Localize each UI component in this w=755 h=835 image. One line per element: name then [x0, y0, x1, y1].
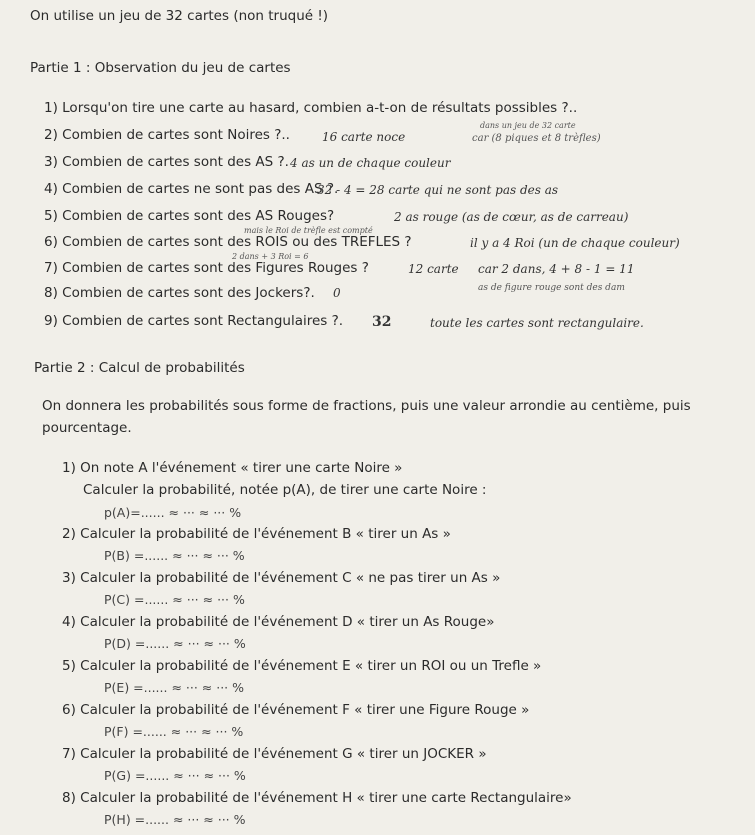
question-3: 3) Combien de cartes sont des AS ?. — [44, 154, 289, 170]
prob-item-7-formula: P(G) =...... ≈ ··· ≈ ··· % — [104, 768, 246, 783]
part1-title: Partie 1 : Observation du jeu de cartes — [30, 60, 291, 76]
prob-item-4-formula: P(D) =...... ≈ ··· ≈ ··· % — [104, 636, 246, 651]
question-5: 5) Combien de cartes sont des AS Rouges? — [44, 208, 335, 224]
handwritten-answer-9: 32 — [372, 314, 392, 330]
handwritten-note-2a: dans un jeu de 32 carte — [480, 121, 576, 130]
handwritten-answer-7: 12 carte — [408, 262, 459, 276]
handwritten-note-6a: mais le Roi de trèfle est compté — [244, 226, 373, 235]
intro-text: On utilise un jeu de 32 cartes (non truqué !) — [30, 8, 329, 24]
prob-item-6-label: 6) Calculer la probabilité de l'événement F « tirer une Figure Rouge » — [62, 702, 530, 718]
handwritten-answer-4: 32 - 4 = 28 carte qui ne sont pas des as — [317, 183, 559, 197]
handwritten-answer-5: 2 as rouge (as de cœur, as de carreau) — [394, 210, 629, 224]
part2-intro-line2: pourcentage. — [42, 420, 132, 436]
prob-item-3-formula: P(C) =...... ≈ ··· ≈ ··· % — [104, 592, 245, 607]
question-9: 9) Combien de cartes sont Rectangulaires ?. — [44, 313, 344, 329]
question-6: 6) Combien de cartes sont des ROIS ou des TREFLES ? — [44, 234, 412, 250]
question-2: 2) Combien de cartes sont Noires ?.. — [44, 127, 290, 143]
prob-item-8-formula: P(H) =...... ≈ ··· ≈ ··· % — [104, 812, 246, 827]
question-7: 7) Combien de cartes sont des Figures Rouges ? — [44, 260, 369, 276]
part2-title: Partie 2 : Calcul de probabilités — [34, 360, 245, 376]
handwritten-answer-8: 0 — [333, 286, 341, 300]
prob-item-1-formula: p(A)=...... ≈ ··· ≈ ··· % — [104, 505, 242, 520]
prob-item-5-label: 5) Calculer la probabilité de l'événement E « tirer un ROI ou un Trefle » — [62, 658, 542, 674]
prob-item-8-label: 8) Calculer la probabilité de l'événement H « tirer une carte Rectangulaire» — [62, 790, 572, 806]
handwritten-note-8: as de figure rouge sont des dam — [478, 283, 625, 293]
prob-item-4-label: 4) Calculer la probabilité de l'événement D « tirer un As Rouge» — [62, 614, 495, 630]
prob-item-7-label: 7) Calculer la probabilité de l'événement G « tirer un JOCKER » — [62, 746, 487, 762]
handwritten-note-7a: 2 dans + 3 Roi = 6 — [232, 252, 309, 261]
handwritten-note-7b: car 2 dans, 4 + 8 - 1 = 11 — [478, 262, 635, 276]
prob-item-2-formula: P(B) =...... ≈ ··· ≈ ··· % — [104, 548, 245, 563]
prob-item-2-label: 2) Calculer la probabilité de l'événement B « tirer un As » — [62, 526, 451, 542]
question-4: 4) Combien de cartes ne sont pas des AS ?. — [44, 181, 339, 197]
prob-item-1-label: 1) On note A l'événement « tirer une carte Noire » — [62, 460, 403, 476]
prob-item-1-label2: Calculer la probabilité, notée p(A), de tirer une carte Noire : — [83, 482, 487, 498]
handwritten-note-9: toute les cartes sont rectangulaire. — [430, 316, 644, 330]
handwritten-note-2b: car (8 piques et 8 trèfles) — [472, 133, 601, 144]
prob-item-5-formula: P(E) =...... ≈ ··· ≈ ··· % — [104, 680, 245, 695]
handwritten-answer-3: 4 as un de chaque couleur — [290, 156, 451, 170]
handwritten-answer-6: il y a 4 Roi (un de chaque couleur) — [470, 236, 680, 250]
question-1: 1) Lorsqu'on tire une carte au hasard, combien a-t-on de résultats possibles ?.. — [44, 100, 578, 116]
prob-item-3-label: 3) Calculer la probabilité de l'événement C « ne pas tirer un As » — [62, 570, 501, 586]
part2-intro-line1: On donnera les probabilités sous forme de fractions, puis une valeur arrondie au centième, puis — [42, 398, 691, 414]
handwritten-answer-2: 16 carte noce — [322, 130, 406, 144]
question-8: 8) Combien de cartes sont des Jockers?. — [44, 285, 315, 301]
prob-item-6-formula: P(F) =...... ≈ ··· ≈ ··· % — [104, 724, 244, 739]
